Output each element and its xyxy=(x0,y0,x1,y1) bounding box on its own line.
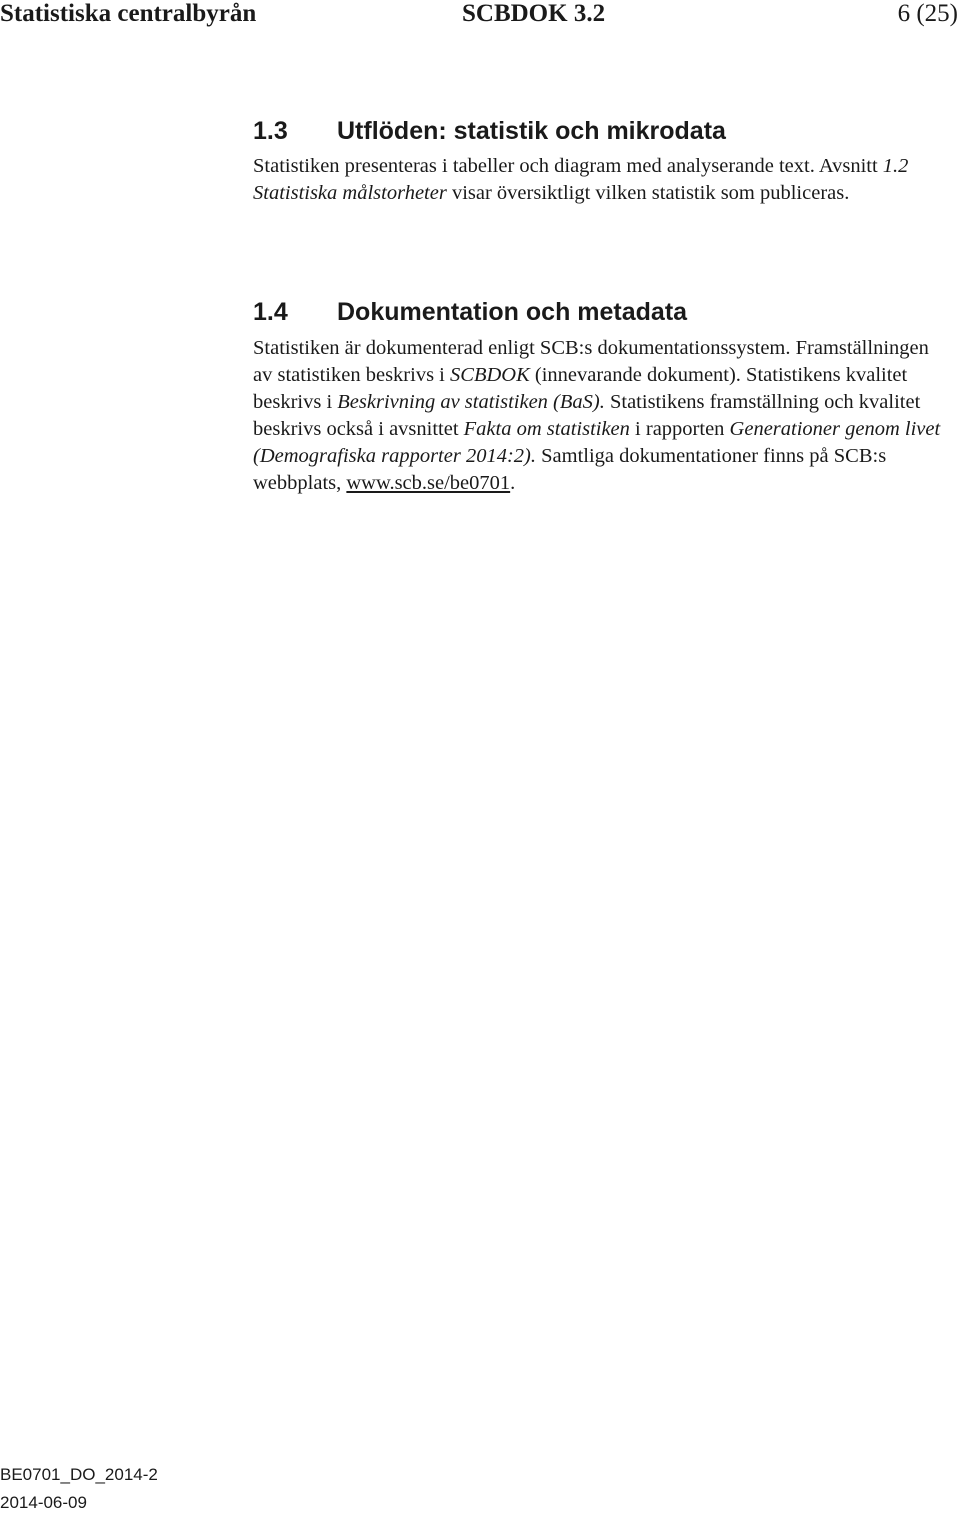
paragraph-text: Statistiken presenteras i tabeller och diagram med analyserande text. Avsnitt xyxy=(253,155,883,177)
paragraph-text: i rapporten xyxy=(629,418,730,440)
reference-italic: Fakta om statistiken xyxy=(463,418,630,440)
paragraph-text: Samtliga dokumentationer finns på SCB:s webbplats, xyxy=(253,445,887,494)
paragraph-text: Statistikens framställning och kvalitet beskrivs också i avsnittet xyxy=(253,391,921,440)
footer-date: 2014-06-09 xyxy=(0,1493,87,1512)
section-1-4 xyxy=(253,297,948,497)
section-title: Utflöden: statistik och mikrodata xyxy=(337,117,726,145)
reference-italic: SCBDOK xyxy=(450,364,530,386)
paragraph-text: (innevarande dokument). Statistikens kvalitet beskrivs i xyxy=(253,364,908,413)
section-1-3 xyxy=(253,116,948,207)
paragraph-text: visar översiktligt vilken statistik som publiceras. xyxy=(446,182,850,204)
reference-italic: 1.2 Statistiska målstorheter xyxy=(253,155,909,204)
footer-document-code: BE0701_DO_2014-2 xyxy=(0,1465,158,1484)
paragraph-text: Statistiken är dokumenterad enligt SCB:s dokumentationssystem. Framställningen av statistiken beskrivs i xyxy=(253,337,929,386)
reference-italic: Generationer genom livet (Demografiska rapporter 2014:2). xyxy=(253,418,941,467)
document-id: SCBDOK 3.2 xyxy=(462,0,606,27)
section-number: 1.4 xyxy=(253,298,288,326)
website-link[interactable]: www.scb.se/be0701 xyxy=(346,472,511,494)
reference-italic: Beskrivning av statistiken (BaS). xyxy=(337,391,605,413)
section-paragraph xyxy=(253,335,948,497)
page-number: 6 (25) xyxy=(897,0,958,27)
page-header xyxy=(0,0,960,32)
section-heading xyxy=(253,297,948,327)
organization-name: Statistiska centralbyrån xyxy=(0,0,257,27)
paragraph-text: . xyxy=(510,472,516,494)
section-paragraph xyxy=(253,153,953,207)
section-heading xyxy=(253,116,948,146)
section-title: Dokumentation och metadata xyxy=(337,298,688,326)
section-number: 1.3 xyxy=(253,117,288,145)
